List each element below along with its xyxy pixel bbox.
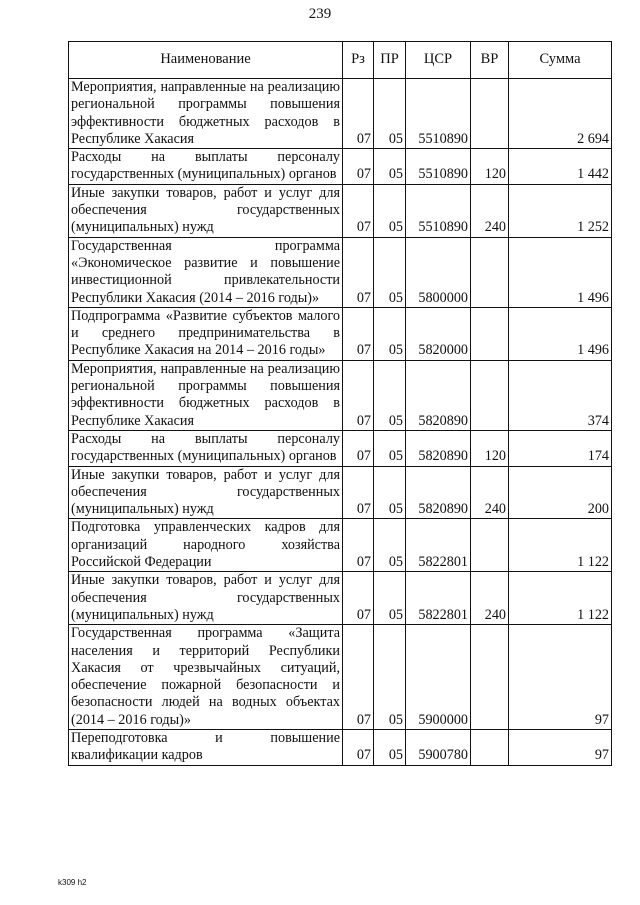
cell-sum: 1 496 — [509, 237, 612, 307]
cell-name: Иные закупки товаров, работ и услуг для обеспечения государственных (муниципальных) нужд — [69, 184, 343, 237]
cell-rz: 07 — [343, 430, 374, 466]
cell-pr: 05 — [374, 572, 406, 625]
cell-name: Подпрограмма «Развитие субъектов малого и среднего предпринимательства в Республике Хакасия на 2014 – 2016 годы» — [69, 307, 343, 360]
cell-csr: 5510890 — [406, 149, 471, 185]
table-row — [69, 466, 612, 519]
cell-pr: 05 — [374, 430, 406, 466]
cell-sum: 2 694 — [509, 79, 612, 149]
cell-csr: 5820890 — [406, 430, 471, 466]
cell-pr: 05 — [374, 307, 406, 360]
cell-vr: 240 — [471, 184, 509, 237]
cell-csr: 5820890 — [406, 360, 471, 430]
cell-pr: 05 — [374, 466, 406, 519]
header-name: Наименование — [69, 42, 343, 79]
cell-sum: 374 — [509, 360, 612, 430]
cell-name: Расходы на выплаты персоналу государственных (муниципальных) органов — [69, 430, 343, 466]
table-row — [69, 307, 612, 360]
cell-name: Мероприятия, направленные на реализацию региональной программы повышения эффективности бюджетных расходов в Республике Хакасия — [69, 360, 343, 430]
cell-pr: 05 — [374, 237, 406, 307]
cell-name: Подготовка управленческих кадров для организаций народного хозяйства Российской Федерации — [69, 519, 343, 572]
cell-rz: 07 — [343, 307, 374, 360]
cell-name: Расходы на выплаты персоналу государственных (муниципальных) органов — [69, 149, 343, 185]
cell-vr — [471, 729, 509, 765]
table-row — [69, 625, 612, 730]
cell-name: Государственная программа «Экономическое развитие и повышение инвестиционной привлекательности Республики Хакасия (2014 – 2016 годы)» — [69, 237, 343, 307]
cell-name: Мероприятия, направленные на реализацию региональной программы повышения эффективности бюджетных расходов в Республике Хакасия — [69, 79, 343, 149]
cell-vr — [471, 360, 509, 430]
cell-pr: 05 — [374, 149, 406, 185]
cell-rz: 07 — [343, 149, 374, 185]
cell-rz: 07 — [343, 360, 374, 430]
cell-sum: 97 — [509, 625, 612, 730]
budget-table — [68, 41, 612, 766]
cell-rz: 07 — [343, 572, 374, 625]
cell-name: Переподготовка и повышение квалификации кадров — [69, 729, 343, 765]
cell-pr: 05 — [374, 184, 406, 237]
cell-rz: 07 — [343, 466, 374, 519]
table-row — [69, 430, 612, 466]
cell-sum: 200 — [509, 466, 612, 519]
cell-csr: 5900000 — [406, 625, 471, 730]
cell-sum: 97 — [509, 729, 612, 765]
cell-name: Иные закупки товаров, работ и услуг для обеспечения государственных (муниципальных) нужд — [69, 466, 343, 519]
table-row — [69, 184, 612, 237]
cell-csr: 5820000 — [406, 307, 471, 360]
header-vr: ВР — [471, 42, 509, 79]
cell-sum: 1 122 — [509, 572, 612, 625]
cell-rz: 07 — [343, 79, 374, 149]
cell-csr: 5820890 — [406, 466, 471, 519]
cell-rz: 07 — [343, 625, 374, 730]
cell-rz: 07 — [343, 729, 374, 765]
table-header-row — [69, 42, 612, 79]
cell-vr: 240 — [471, 572, 509, 625]
header-pr: ПР — [374, 42, 406, 79]
table-row — [69, 79, 612, 149]
cell-sum: 1 252 — [509, 184, 612, 237]
table-row — [69, 237, 612, 307]
cell-vr: 120 — [471, 149, 509, 185]
cell-sum: 174 — [509, 430, 612, 466]
cell-vr — [471, 625, 509, 730]
table-row — [69, 360, 612, 430]
header-rz: Рз — [343, 42, 374, 79]
cell-csr: 5800000 — [406, 237, 471, 307]
cell-sum: 1 442 — [509, 149, 612, 185]
header-sum: Сумма — [509, 42, 612, 79]
cell-rz: 07 — [343, 184, 374, 237]
cell-pr: 05 — [374, 360, 406, 430]
cell-vr: 240 — [471, 466, 509, 519]
cell-csr: 5900780 — [406, 729, 471, 765]
cell-csr: 5510890 — [406, 184, 471, 237]
cell-vr — [471, 307, 509, 360]
header-csr: ЦСР — [406, 42, 471, 79]
cell-rz: 07 — [343, 519, 374, 572]
page-number: 239 — [308, 6, 332, 22]
cell-csr: 5822801 — [406, 572, 471, 625]
cell-rz: 07 — [343, 237, 374, 307]
cell-vr — [471, 79, 509, 149]
table-row — [69, 729, 612, 765]
cell-sum: 1 122 — [509, 519, 612, 572]
cell-vr — [471, 519, 509, 572]
table-row — [69, 572, 612, 625]
cell-name: Иные закупки товаров, работ и услуг для обеспечения государственных (муниципальных) нужд — [69, 572, 343, 625]
cell-pr: 05 — [374, 625, 406, 730]
cell-pr: 05 — [374, 79, 406, 149]
cell-csr: 5510890 — [406, 79, 471, 149]
cell-vr — [471, 237, 509, 307]
table-row — [69, 149, 612, 185]
table-body — [69, 79, 612, 766]
cell-pr: 05 — [374, 729, 406, 765]
cell-vr: 120 — [471, 430, 509, 466]
cell-pr: 05 — [374, 519, 406, 572]
cell-sum: 1 496 — [509, 307, 612, 360]
cell-name: Государственная программа «Защита населения и территорий Республики Хакасия от чрезвычайных ситуаций, обеспечение пожарной безопасности и безопасности людей на водных объектах (2014 – 2016 годы)» — [69, 625, 343, 730]
footer-code: k309 h2 — [58, 878, 87, 887]
cell-csr: 5822801 — [406, 519, 471, 572]
table-row — [69, 519, 612, 572]
